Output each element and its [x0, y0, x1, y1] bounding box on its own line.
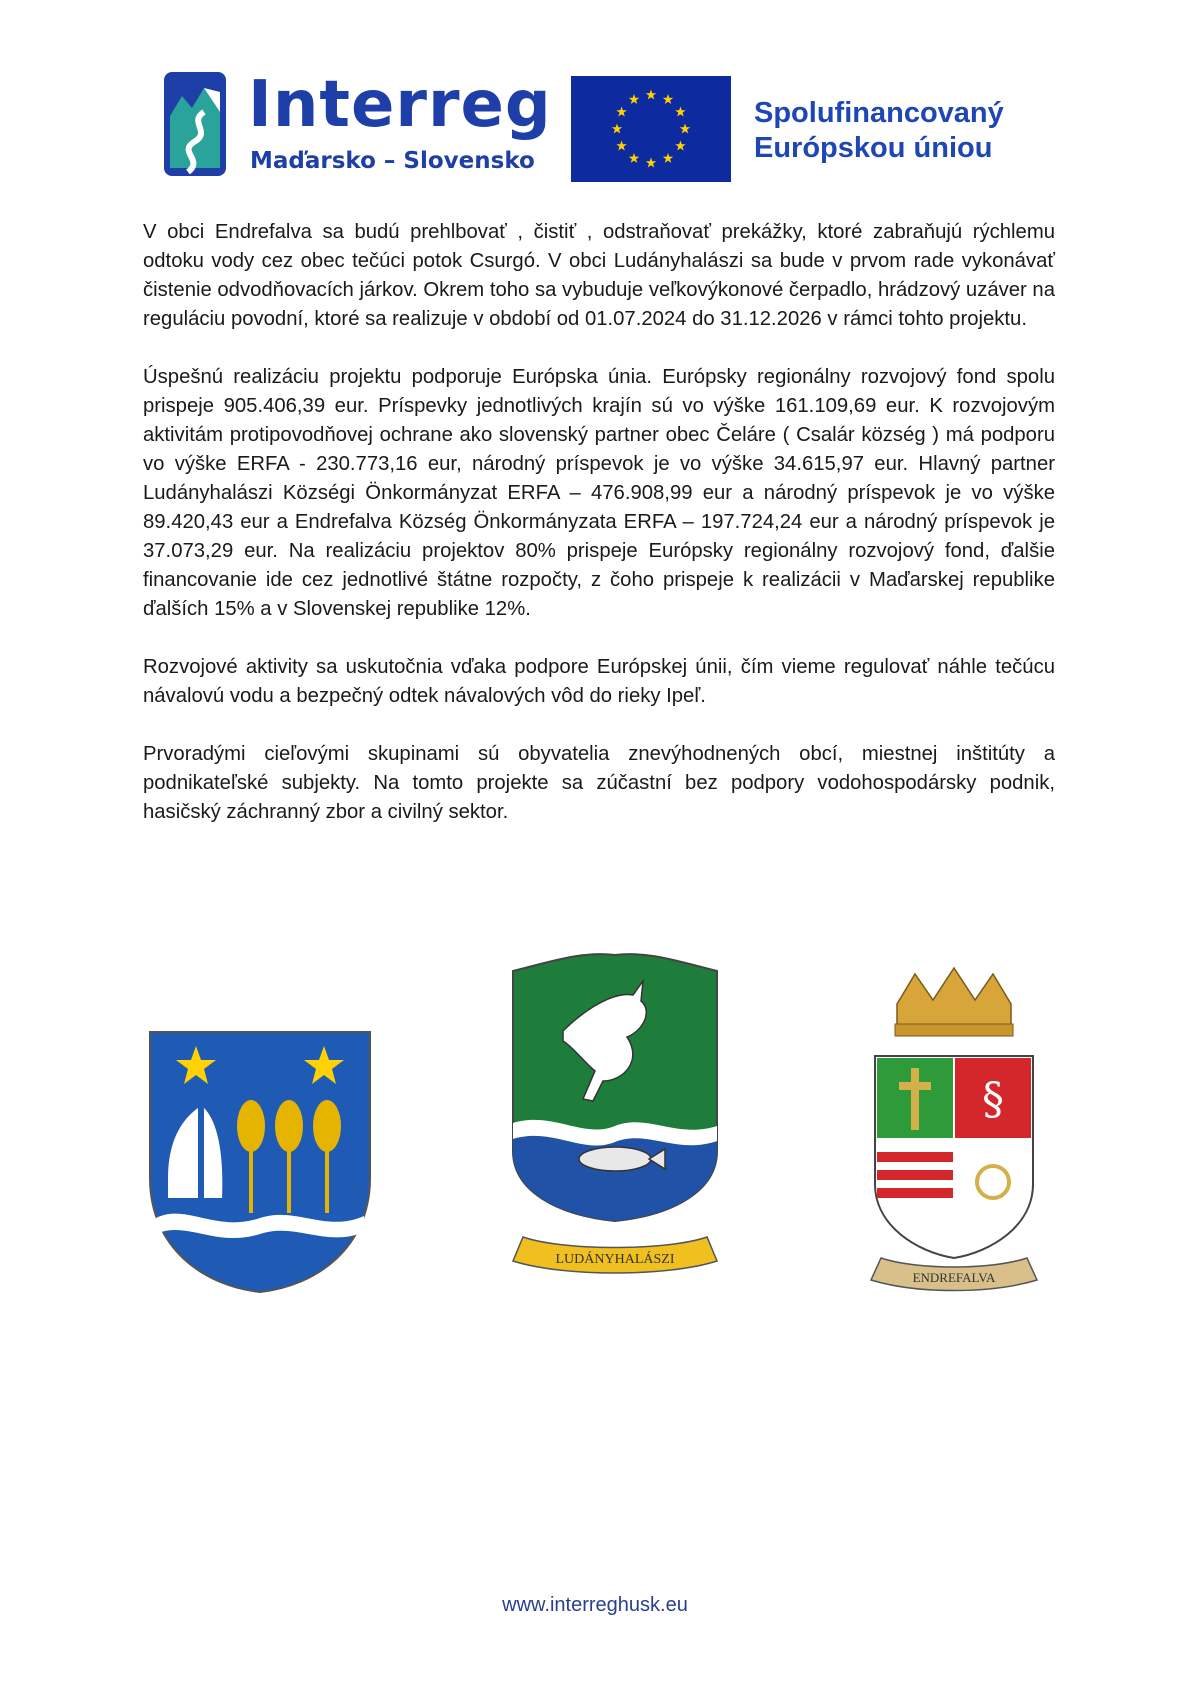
eu-flag-icon	[571, 76, 731, 182]
celare-coat-of-arms-icon	[146, 1028, 374, 1296]
endrefalva-coat-of-arms-icon	[861, 964, 1047, 1292]
svg-text:§: §	[982, 1074, 1004, 1125]
header-logos	[0, 66, 1190, 186]
interreg-logo-icon	[164, 72, 226, 176]
paragraph-target-groups: Prvoradými cieľovými skupinami sú obyvatelia znevýhodnených obcí, miestnej inštitúty a podnikateľské subjekty. Na tomto projekte sa zúčastní bez podpory vodohospodársky podnik, hasičský záchranný zbor a civilný sektor.	[143, 743, 1055, 823]
cofinanced-line-2: Európskou úniou	[754, 132, 993, 164]
document-body	[143, 218, 1055, 856]
program-region: Maďarsko – Slovensko	[250, 148, 535, 174]
paragraph-funding: Úspešnú realizáciu projektu podporuje Európska únia. Európsky regionálny rozvojový fond spolu prispeje 905.406,39 eur. Príspevky jednotlivých krajín sú vo výške 161.109,69 eur. K rozvojovým aktivitám protipovodňovej ochrane ako slovenský partner obec Čeláre ( Csalár község ) má podporu vo výške ERFA - 230.773,16 eur, národný príspevok je vo výške 34.615,97 eur. Hlavný partner Ludányhalászi Községi Önkormányzat ERFA – 476.908,99 eur a národný príspevok je vo výške 89.420,43 eur a Endrefalva Község Önkormányzata ERFA – 197.724,24 eur a národný príspevok je 37.073,29 eur. Na realizáciu projektov 80% prispeje Európsky regionálny rozvojový fond, ďalšie financovanie ide cez jednotlivé štátne rozpočty, z čoho prispeje k realizácii v Maďarskej republike ďalších 15% a v Slovenskej republike 12%.	[143, 366, 1055, 620]
endrefalva-ribbon-label: ENDREFALVA	[912, 1270, 996, 1285]
cofinanced-line-1: Spolufinancovaný	[754, 97, 1004, 129]
footer-url[interactable]: www.interreghusk.eu	[502, 1594, 688, 1616]
interreg-brand: Interreg	[248, 68, 552, 142]
paragraph-development: Rozvojové aktivity sa uskutočnia vďaka podpore Európskej únii, čím vieme regulovať náhle tečúcu návalovú vodu a bezpečný odtek návalových vôd do rieky Ipeľ.	[143, 656, 1055, 707]
paragraph-project-activities: V obci Endrefalva sa budú prehlbovať , čistiť , odstraňovať prekážky, ktoré zabraňujú rýchlemu odtoku vody cez obec tečúci potok Csurgó. V obci Ludányhalászi sa bude v prvom rade vykonávať čistenie odvodňovacích járkov. Okrem toho sa vybuduje veľkovýkonové čerpadlo, hrádzový uzáver na reguláciu povodní, ktoré sa realizuje v období od 01.07.2024 do 31.12.2026 v rámci tohto projektu.	[143, 221, 1055, 330]
ludanyhalaszi-coat-of-arms-icon	[503, 951, 727, 1279]
cofinanced-label	[754, 96, 1004, 166]
ludanyhalaszi-ribbon-label: LUDÁNYHALÁSZI	[555, 1252, 675, 1267]
